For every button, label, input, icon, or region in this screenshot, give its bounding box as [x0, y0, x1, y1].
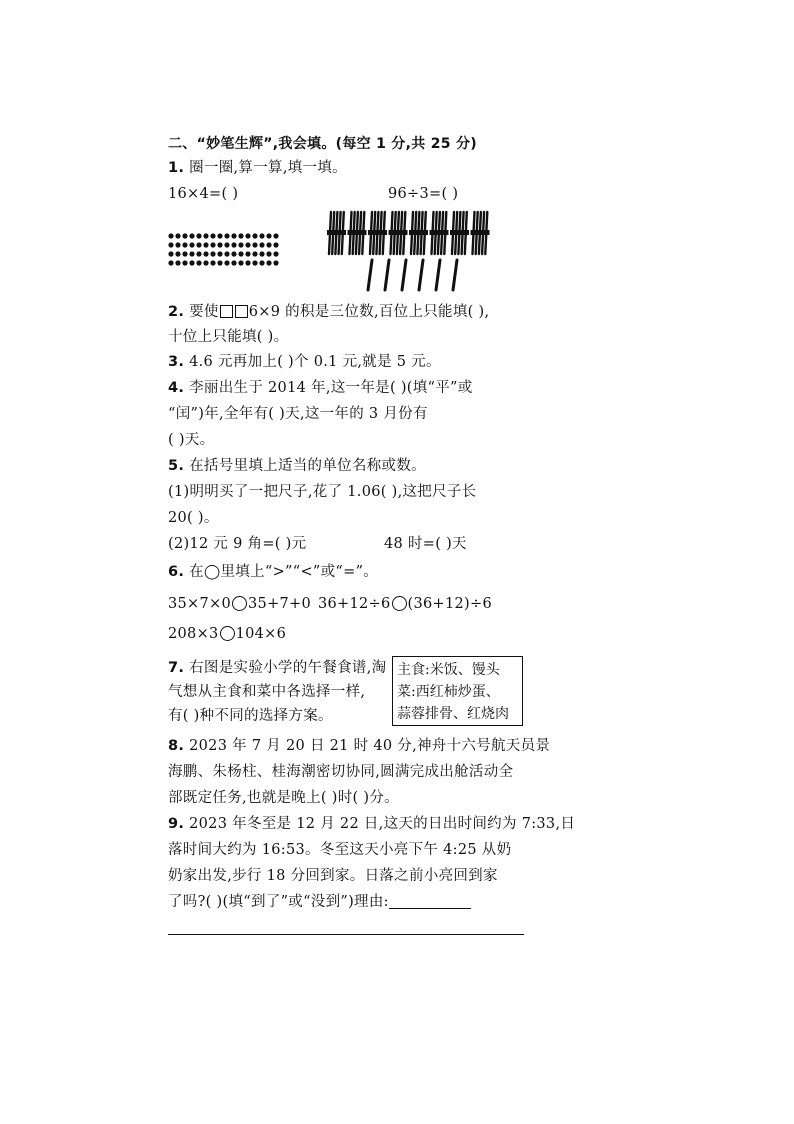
single-stick — [402, 260, 406, 290]
dot — [273, 251, 278, 256]
q5-number: 5. — [168, 458, 185, 474]
dot — [168, 242, 173, 247]
dot — [210, 242, 215, 247]
dot — [266, 251, 271, 256]
q6-compare-a — [168, 594, 311, 614]
dot — [182, 242, 187, 247]
blank-box-1 — [220, 305, 233, 318]
q8-line-1 — [168, 736, 550, 756]
q9-text-1: 2023 年冬至是 12 月 22 日,这天的日出时间约为 7:33,日 — [189, 816, 576, 832]
dot — [238, 233, 243, 238]
dot — [175, 260, 180, 265]
stick-bundle — [389, 212, 408, 254]
section-title: 二、“妙笔生辉”,我会填。(每空 1 分,共 25 分) — [168, 136, 477, 152]
q5-line-4b: 48 时=( )天 — [384, 536, 467, 552]
single-stick — [419, 260, 423, 290]
dot — [203, 233, 208, 238]
dot — [259, 233, 264, 238]
dot — [238, 242, 243, 247]
dot — [224, 251, 229, 256]
dot — [252, 251, 257, 256]
stick-bundle — [430, 212, 449, 254]
dot — [238, 260, 243, 265]
dot — [203, 242, 208, 247]
single-stick — [453, 260, 457, 290]
single-sticks-illustration — [360, 258, 470, 292]
dot — [224, 233, 229, 238]
q9-text-4: 了吗?( )(填“到了”或“没到”)理由: — [168, 894, 389, 910]
compare-circle-a[interactable] — [232, 596, 247, 611]
dot — [217, 242, 222, 247]
dot — [252, 233, 257, 238]
dot — [231, 233, 236, 238]
q7-line-2: 气想从主食和菜中各选择一样, — [168, 684, 366, 700]
q2-number: 2. — [168, 304, 185, 320]
dot — [210, 260, 215, 265]
dot — [259, 260, 264, 265]
dot — [231, 260, 236, 265]
stick-bundles-illustration — [326, 210, 494, 256]
dot — [189, 242, 194, 247]
dot — [217, 251, 222, 256]
q5-line-2: (1)明明买了一把尺子,花了 1.06( ),这把尺子长 — [168, 484, 477, 500]
stick-bundle — [327, 212, 346, 254]
q7-line-1 — [168, 658, 386, 678]
dot — [196, 260, 201, 265]
dot — [259, 242, 264, 247]
q6-b-left: 36+12÷6 — [318, 596, 391, 612]
menu-staple: 主食:米饭、馒头 — [397, 662, 500, 678]
q2-line-1 — [168, 302, 489, 322]
q6-prompt — [168, 562, 378, 582]
single-stick — [368, 260, 372, 290]
q6-c-right: 104×6 — [235, 626, 287, 642]
dot — [238, 251, 243, 256]
q9-line-3: 奶家出发,步行 18 分回到家。日落之前小亮回到家 — [168, 868, 498, 884]
q7-number: 7. — [168, 660, 185, 676]
q6-c-left: 208×3 — [168, 626, 219, 642]
q2-text-pre: 要使 — [189, 304, 219, 320]
dot — [168, 251, 173, 256]
q2-line-2: 十位上只能填( )。 — [168, 329, 289, 345]
single-stick — [385, 260, 389, 290]
menu-dishes-1: 菜:西红柿炒蛋、 — [397, 684, 500, 700]
dot — [189, 260, 194, 265]
dot — [245, 242, 250, 247]
q6-a-left: 35×7×0 — [168, 596, 232, 612]
q9-line-1 — [168, 814, 575, 834]
dot — [245, 251, 250, 256]
dot — [168, 260, 173, 265]
dot — [189, 233, 194, 238]
q8-number: 8. — [168, 738, 185, 754]
stick-bundle — [450, 212, 469, 254]
q4-text-1: 李丽出生于 2014 年,这一年是( )(填“平”或 — [189, 380, 473, 396]
q6-compare-c — [168, 624, 286, 644]
stick-bundle — [471, 212, 490, 254]
dot — [196, 251, 201, 256]
compare-circle-c[interactable] — [220, 626, 235, 641]
dot — [217, 260, 222, 265]
dot — [266, 233, 271, 238]
dot — [266, 242, 271, 247]
dot — [182, 260, 187, 265]
q8-line-3: 部既定任务,也就是晚上( )时( )分。 — [168, 790, 399, 806]
dot — [231, 242, 236, 247]
q5-text-1: 在括号里填上适当的单位名称或数。 — [189, 458, 426, 474]
lunch-menu-box — [392, 656, 523, 726]
q1-equation-left: 16×4=( ) — [168, 186, 239, 202]
dot — [224, 260, 229, 265]
single-stick — [436, 260, 440, 290]
q5-line-1 — [168, 456, 426, 476]
dot — [175, 251, 180, 256]
dot-grid-illustration — [168, 232, 280, 268]
dot — [259, 251, 264, 256]
q6-compare-b — [318, 594, 492, 614]
dot — [252, 242, 257, 247]
q6-b-right: (36+12)÷6 — [407, 596, 492, 612]
q5-line-3: 20( )。 — [168, 510, 219, 526]
dot — [175, 233, 180, 238]
q6-number: 6. — [168, 564, 185, 580]
dot — [273, 242, 278, 247]
stick-bundle — [368, 212, 387, 254]
dot — [210, 233, 215, 238]
q1-equation-right: 96÷3=( ) — [388, 186, 459, 202]
stick-bundle — [348, 212, 367, 254]
q1-prompt — [168, 158, 347, 178]
dot — [245, 233, 250, 238]
dot — [196, 242, 201, 247]
q9-line-2: 落时间大约为 16:53。冬至这天小亮下午 4:25 从奶 — [168, 842, 512, 858]
reason-answer-line[interactable] — [168, 934, 524, 935]
dot — [168, 233, 173, 238]
q7-line-3: 有( )种不同的选择方案。 — [168, 708, 333, 724]
stick-bundle — [409, 212, 428, 254]
q3-text: 4.6 元再加上( )个 0.1 元,就是 5 元。 — [189, 354, 441, 370]
dot — [189, 251, 194, 256]
dot — [273, 260, 278, 265]
dot — [224, 242, 229, 247]
q8-text-1: 2023 年 7 月 20 日 21 时 40 分,神舟十六号航天员景 — [189, 738, 551, 754]
q9-line-4 — [168, 892, 471, 912]
dot — [273, 233, 278, 238]
dot — [182, 233, 187, 238]
q8-line-2: 海鹏、朱杨柱、桂海潮密切协同,圆满完成出舱活动全 — [168, 764, 514, 780]
blank-box-2 — [235, 305, 248, 318]
menu-dishes-2: 蒜蓉排骨、红烧肉 — [397, 706, 509, 722]
q5-line-4a: (2)12 元 9 角=( )元 — [168, 536, 307, 552]
compare-circle-b[interactable] — [392, 596, 407, 611]
q4-line-3: ( )天。 — [168, 432, 215, 448]
dot — [182, 251, 187, 256]
q6-a-right: 35+7+0 — [248, 596, 312, 612]
dot — [231, 251, 236, 256]
q3-number: 3. — [168, 354, 185, 370]
q3-line — [168, 352, 441, 372]
dot — [175, 242, 180, 247]
q9-number: 9. — [168, 816, 185, 832]
reason-answer-blank[interactable] — [389, 894, 471, 909]
q4-line-2: “闰”)年,全年有( )天,这一年的 3 月份有 — [168, 406, 428, 422]
dot — [217, 233, 222, 238]
dot — [203, 260, 208, 265]
q4-line-1 — [168, 378, 473, 398]
q2-text-post: 6×9 的积是三位数,百位上只能填( ), — [248, 304, 490, 320]
dot — [210, 251, 215, 256]
q1-text: 圈一圈,算一算,填一填。 — [189, 160, 347, 176]
q4-number: 4. — [168, 380, 185, 396]
dot — [196, 233, 201, 238]
dot — [266, 260, 271, 265]
q7-text-1: 右图是实验小学的午餐食谱,淘 — [189, 660, 387, 676]
dot — [245, 260, 250, 265]
q1-number: 1. — [168, 160, 185, 176]
dot — [203, 251, 208, 256]
q6-text: 在◯里填上“>”“<”或“=”。 — [189, 564, 379, 580]
dot — [252, 260, 257, 265]
